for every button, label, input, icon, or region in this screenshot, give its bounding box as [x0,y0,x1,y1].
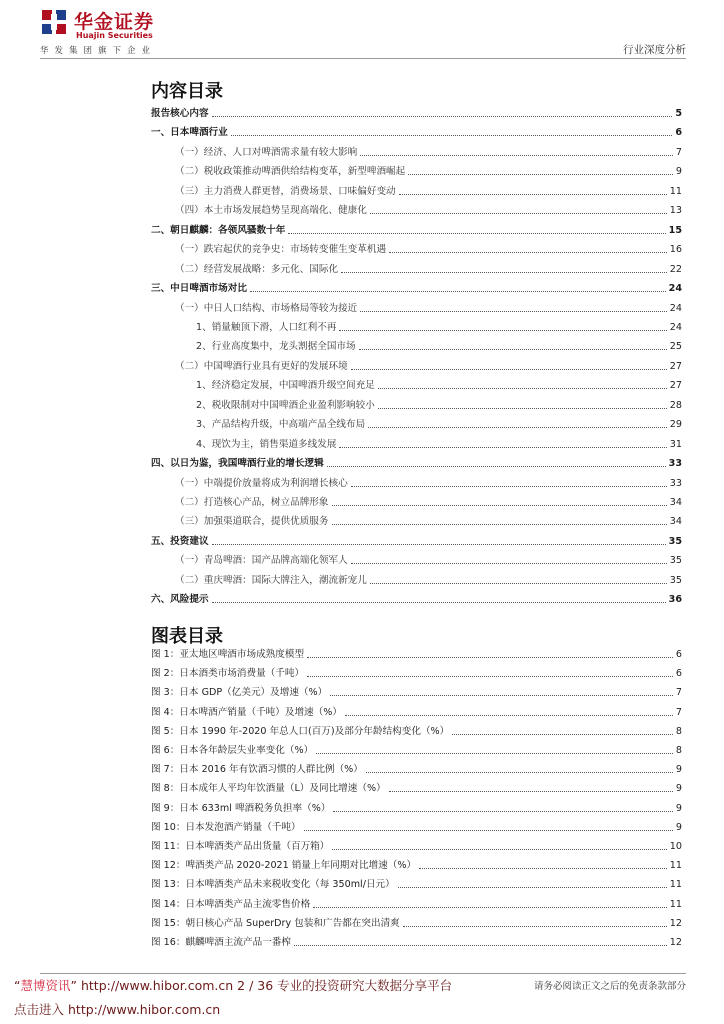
toc-entry-label: 图 7：日本 2016 年有饮酒习惯的人群比例（%） [151,764,363,776]
toc-entry-label: 二、朝日麒麟：各领风骚数十年 [151,224,286,236]
toc-entry-label: 图 14：日本啤酒类产品主流零售价格 [151,898,311,910]
toc-dot-leader [378,388,667,389]
toc-section-entry[interactable] [151,337,682,353]
toc-chapter-entry[interactable] [151,454,682,470]
toc-entry-label: 图 5：日本 1990 年-2020 年总人口(百万)及部分年龄结构变化（%） [151,725,450,737]
toc-entry-page: 12 [669,937,682,948]
toc-dot-leader [403,926,667,927]
toc-entry-page: 36 [668,594,682,606]
toc-dot-leader [360,311,667,312]
toc-chapter-entry[interactable] [151,279,682,295]
toc-entry-page: 6 [675,127,682,139]
toc-entry-page: 28 [669,399,682,411]
toc-entry-page: 34 [669,497,682,508]
figure-toc-entry[interactable] [151,895,682,911]
toc-entry-page: 33 [668,458,682,470]
toc-section-entry[interactable] [151,299,682,315]
toc-chapter-entry[interactable] [151,104,682,120]
watermark-enter-link[interactable]: 点击进入 [14,1002,65,1017]
toc-entry-page: 10 [669,841,682,852]
toc-dot-leader [212,602,666,603]
toc-entry-page: 11 [669,860,682,872]
toc-entry-page: 11 [669,898,682,910]
toc-dot-leader [250,291,666,292]
toc-section-entry[interactable] [151,493,682,509]
toc-entry-page: 11 [669,879,682,891]
toc-entry-label: 图 4：日本啤酒产销量（千吨）及增速（%） [151,706,342,718]
toc-entry-label: 六、风险提示 [151,594,209,606]
toc-entry-label: （三）主力消费人群更替，消费场景、口味偏好变动 [175,185,396,197]
toc-dot-leader [307,676,673,677]
figure-toc-entry[interactable] [151,760,682,776]
toc-section-entry[interactable] [151,435,682,451]
toc-dot-leader [288,233,665,234]
toc-entry-page: 24 [669,302,682,314]
toc-section-entry[interactable] [151,240,682,256]
toc-entry-label: 图 3：日本 GDP（亿美元）及增速（%） [151,687,328,699]
toc-entry-page: 33 [669,477,682,489]
toc-entry-label: 三、中日啤酒市场对比 [151,283,247,295]
watermark-quote-close: ” [70,978,77,993]
toc-entry-label: 图 9：日本 633ml 啤酒税务负担率（%） [151,802,331,814]
toc-section-entry[interactable] [151,571,682,587]
toc-entry-label: （二）重庆啤酒：国际大牌注入，潮流新宠儿 [175,574,367,586]
toc-dot-leader [327,466,666,467]
toc-section-entry[interactable] [151,357,682,373]
report-type-label: 行业深度分析 [623,44,686,56]
toc-entry-label: （一）跌宕起伏的竞争史：市场转变催生变革机遇 [175,244,387,256]
toc-chapter-entry[interactable] [151,590,682,606]
toc-dot-leader [212,116,673,117]
toc-dot-leader [345,715,673,716]
figure-toc-entry[interactable] [151,933,682,949]
toc-entry-label: （二）中国啤酒行业具有更好的发展环境 [175,360,348,372]
toc-entry-label: 图 16：麒麟啤酒主流产品一番榨 [151,937,291,948]
toc-dot-leader [452,734,673,735]
toc-dot-leader [370,213,667,214]
toc-dot-leader [366,772,673,773]
toc-entry-label: 图 13：日本啤酒类产品未来税收变化（每 350ml/日元） [151,879,395,891]
toc-entry-page: 7 [675,706,682,718]
toc-dot-leader [304,830,673,831]
figure-toc-entry[interactable] [151,837,682,853]
toc-entry-page: 25 [669,341,682,353]
figure-toc-entry[interactable] [151,645,682,661]
toc-dot-leader [341,272,667,273]
toc-dot-leader [307,657,673,658]
toc-title: 内容目录 [151,81,223,102]
figure-toc-entry[interactable] [151,741,682,757]
watermark-slogan: 专业的投资研究大数据分享平台 [277,978,453,993]
toc-entry-page: 31 [669,438,682,450]
figure-toc-entry[interactable] [151,779,682,795]
brand-subtitle: 华发集团旗下企业 [40,46,157,56]
toc-entry-label: 1、经济稳定发展，中国啤酒升级空间充足 [196,380,375,392]
toc-entry-label: 2、行业高度集中，龙头割据全国市场 [196,341,356,353]
toc-section-entry[interactable] [151,396,682,412]
toc-dot-leader [339,330,666,331]
toc-dot-leader [370,583,667,584]
toc-entry-label: 图 10：日本发泡酒产销量（千吨） [151,821,301,833]
figure-toc-list [151,645,682,955]
watermark-url-link[interactable]: http://www.hibor.com.cn [68,1002,221,1017]
toc-entry-page: 5 [675,108,682,119]
toc-entry-label: （二）税收政策推动啤酒供给结构变革，新型啤酒崛起 [175,166,406,178]
toc-entry-label: （二）打造核心产品，树立品牌形象 [175,497,329,508]
toc-entry-label: （一）中日人口结构、市场格局等较为接近 [175,302,358,314]
toc-section-entry[interactable] [151,474,682,490]
toc-section-entry[interactable] [151,415,682,431]
huajin-logo-icon [40,8,68,36]
toc-dot-leader [231,135,673,136]
toc-dot-leader [389,252,667,253]
toc-dot-leader [408,174,673,175]
figure-toc-entry[interactable] [151,683,682,699]
figure-toc-entry[interactable] [151,875,682,891]
toc-entry-label: 图 2：日本酒类市场消费量（千吨） [151,668,305,680]
toc-entry-label: （二）经营发展战略：多元化、国际化 [175,263,339,275]
toc-entry-page: 22 [669,263,682,275]
toc-entry-page: 34 [669,516,682,528]
toc-entry-page: 16 [669,244,682,256]
toc-entry-label: 一、日本啤酒行业 [151,127,228,139]
toc-entry-page: 24 [669,321,682,333]
toc-entry-page: 12 [669,917,682,929]
toc-entry-label: 图 1：亚太地区啤酒市场成熟度模型 [151,649,305,660]
toc-entry-label: 1、销量触顶下滑，人口红利不再 [196,321,337,333]
toc-section-entry[interactable] [151,512,682,528]
toc-entry-page: 9 [675,821,682,833]
toc-section-entry[interactable] [151,182,682,198]
toc-dot-leader [419,868,667,869]
brand-name-cn: 华金证券 [74,11,155,33]
toc-dot-leader [332,524,667,525]
toc-section-entry[interactable] [151,318,682,334]
toc-dot-leader [313,907,667,908]
toc-section-entry[interactable] [151,260,682,276]
toc-entry-page: 35 [668,535,682,547]
toc-dot-leader [368,427,667,428]
toc-entry-page: 15 [668,224,682,236]
toc-section-entry[interactable] [151,551,682,567]
toc-dot-leader [398,887,667,888]
toc-dot-leader [316,753,673,754]
toc-dot-leader [351,563,667,564]
toc-entry-page: 35 [669,555,682,567]
watermark-line-2[interactable] [14,1000,220,1018]
figure-toc-entry[interactable] [151,818,682,834]
figure-toc-entry[interactable] [151,799,682,815]
watermark-page-indicator: 2 / 36 [237,978,274,993]
toc-entry-label: 四、以日为鉴，我国啤酒行业的增长逻辑 [151,458,324,470]
toc-section-entry[interactable] [151,201,682,217]
watermark-brand: 慧博资讯 [20,978,71,993]
toc-entry-page: 13 [669,205,682,217]
toc-entry-page: 6 [675,649,682,660]
toc-entry-page: 11 [669,185,682,197]
toc-dot-leader [360,155,673,156]
toc-entry-page: 9 [675,783,682,795]
toc-section-entry[interactable] [151,162,682,178]
watermark-line-1[interactable] [14,976,452,994]
toc-dot-leader [359,349,667,350]
header-divider [40,58,686,59]
toc-dot-leader [333,811,672,812]
footer-disclaimer: 请务必阅读正文之后的免责条款部分 [533,981,686,992]
figure-toc-entry[interactable] [151,856,682,872]
toc-chapter-entry[interactable] [151,221,682,237]
toc-dot-leader [339,447,666,448]
toc-entry-label: 3、产品结构升级，中高端产品全线布局 [196,419,366,431]
toc-section-entry[interactable] [151,143,682,159]
toc-dot-leader [332,849,666,850]
toc-entry-label: 2、税收限制对中国啤酒企业盈利影响较小 [196,399,375,411]
figure-toc-entry[interactable] [151,664,682,680]
toc-entry-page: 27 [669,380,682,392]
toc-chapter-entry[interactable] [151,123,682,139]
toc-dot-leader [378,408,667,409]
toc-entry-page: 24 [668,283,682,295]
toc-entry-label: （三）加强渠道联合，提供优质服务 [175,516,329,528]
figure-toc-title: 图表目录 [151,626,223,647]
toc-entry-page: 7 [675,687,682,699]
figure-toc-entry[interactable] [151,722,682,738]
toc-entry-label: 图 6：日本各年龄层失业率变化（%） [151,745,314,756]
toc-entry-page: 7 [675,146,682,158]
toc-dot-leader [332,505,667,506]
toc-entry-page: 27 [669,360,682,372]
figure-toc-entry[interactable] [151,914,682,930]
toc-dot-leader [351,486,667,487]
toc-entry-page: 35 [669,574,682,586]
toc-entry-page: 29 [669,419,682,431]
toc-entry-label: 图 15：朝日核心产品 SuperDry 包装和广告都在突出清爽 [151,917,400,929]
brand-name-en: Huajin Securities [76,31,153,40]
toc-dot-leader [351,369,667,370]
toc-entry-page: 9 [675,802,682,814]
toc-dot-leader [330,695,673,696]
toc-entry-label: （一）经济、人口对啤酒需求量有较大影响 [175,146,358,158]
toc-dot-leader [212,544,666,545]
footer-divider [40,973,686,974]
toc-entry-label: 图 12：啤酒类产品 2020-2021 销量上年同期对比增速（%） [151,860,417,872]
toc-dot-leader [399,194,667,195]
figure-toc-entry[interactable] [151,703,682,719]
toc-entry-label: （四）本土市场发展趋势呈现高端化、健康化 [175,205,367,217]
toc-entry-label: 图 11：日本啤酒类产品出货量（百万箱） [151,841,330,852]
toc-chapter-entry[interactable] [151,532,682,548]
toc-entry-page: 9 [675,166,682,178]
toc-entry-label: 报告核心内容 [151,108,209,119]
toc-entry-page: 6 [675,668,682,680]
toc-entry-label: 图 8：日本成年人平均年饮酒量（L）及同比增速（%） [151,783,386,795]
toc-entry-page: 8 [675,745,682,756]
toc-entry-label: 五、投资建议 [151,535,209,547]
toc-dot-leader [389,791,673,792]
toc-section-entry[interactable] [151,376,682,392]
toc-entry-label: 4、现饮为主，销售渠道多线发展 [196,438,337,450]
watermark-quote-open: “ [14,978,21,993]
toc-entry-page: 8 [675,725,682,737]
watermark-url-overlay[interactable]: http://www.hibor.com.cn [80,978,234,993]
toc-dot-leader [294,945,667,946]
toc-entry-label: （一）青岛啤酒：国产品牌高端化领军人 [175,555,348,567]
toc-entry-label: （一）中端提价放量将成为利润增长核心 [175,477,348,489]
toc-list [151,104,682,610]
toc-entry-page: 9 [675,764,682,776]
